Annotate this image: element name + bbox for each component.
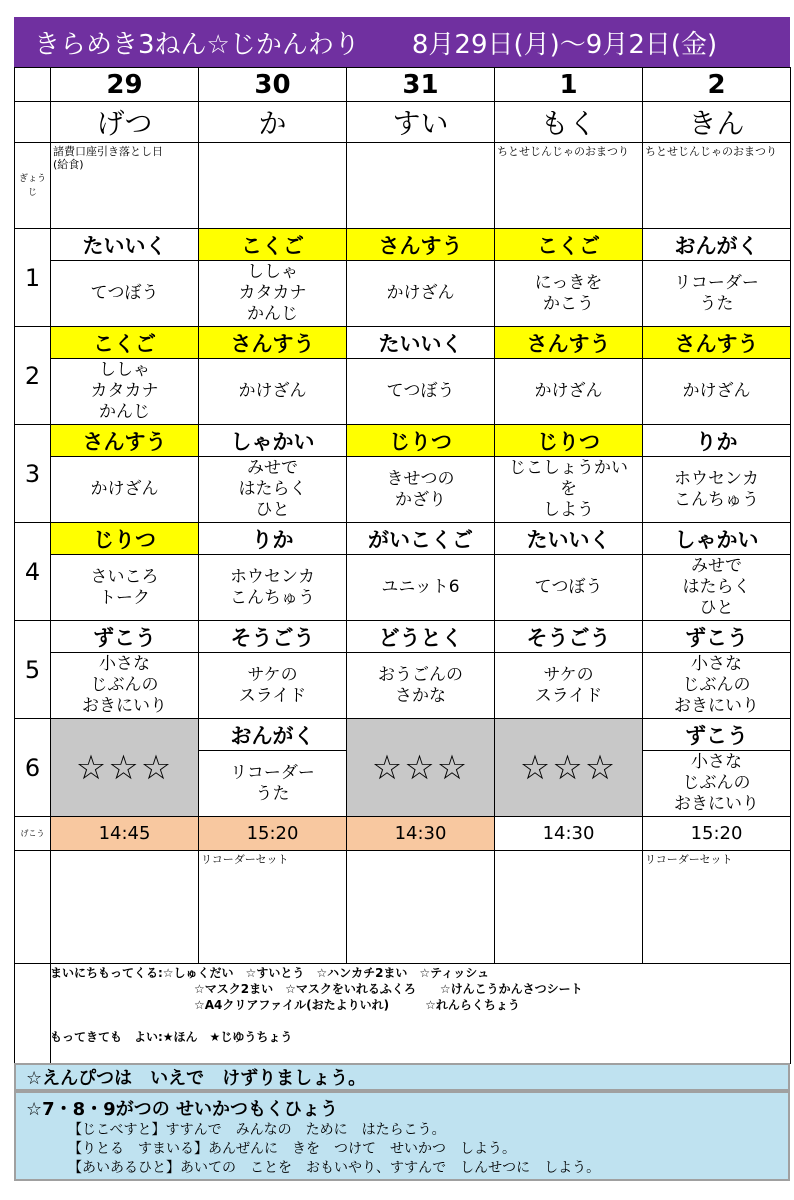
subject-cell: じりつ xyxy=(495,425,643,457)
activity-cell: リコーダー うた xyxy=(199,751,347,817)
activity-cell: にっきを かこう xyxy=(495,261,643,327)
day-date: 31 xyxy=(347,68,495,102)
day-name: きん xyxy=(643,102,791,143)
activity-cell: ホウセンカ こんちゅう xyxy=(643,457,791,523)
items-note: リコーダーセット xyxy=(643,851,791,964)
subject-cell: りか xyxy=(199,523,347,555)
goals-title: ☆7・8・9がつの せいかつもくひょう xyxy=(26,1099,338,1120)
activity-cell: てつぼう xyxy=(347,359,495,425)
items-note xyxy=(51,851,199,964)
period-number: 5 xyxy=(15,621,51,719)
event-note xyxy=(199,143,347,229)
subject-cell: さんすう xyxy=(643,327,791,359)
items-note: リコーダーセット xyxy=(199,851,347,964)
corner-cell xyxy=(15,102,51,143)
subject-cell: そうごう xyxy=(495,621,643,653)
subject-cell: がいこくご xyxy=(347,523,495,555)
subject-cell: じりつ xyxy=(347,425,495,457)
memo-line: ☆A4クリアファイル(おたよりいれ) ☆れんらくちょう xyxy=(50,998,520,1012)
activity-cell: ししゃ カタカナ かんじ xyxy=(199,261,347,327)
event-note: 諸費口座引き落とし日 (給食) xyxy=(51,143,199,229)
dismissal-time: 14:30 xyxy=(347,817,495,851)
event-note xyxy=(347,143,495,229)
goals-banner xyxy=(14,1091,790,1181)
page-header xyxy=(14,17,790,67)
period-number: 3 xyxy=(15,425,51,523)
activity-cell: てつぼう xyxy=(495,555,643,621)
activity-cell: さいころ トーク xyxy=(51,555,199,621)
activity-cell: かけざん xyxy=(51,457,199,523)
activity-cell: ユニット6 xyxy=(347,555,495,621)
subject-cell: こくご xyxy=(199,229,347,261)
subject-cell: じりつ xyxy=(51,523,199,555)
day-name: もく xyxy=(495,102,643,143)
timetable xyxy=(14,67,791,1064)
day-name: げつ xyxy=(51,102,199,143)
belongings-memo xyxy=(50,965,790,1045)
memo-line: ☆マスク2まい ☆マスクをいれるふくろ ☆けんこうかんさつシート xyxy=(50,982,583,996)
day-date: 2 xyxy=(643,68,791,102)
subject-cell: しゃかい xyxy=(199,425,347,457)
subject-cell: さんすう xyxy=(51,425,199,457)
activity-cell: かけざん xyxy=(643,359,791,425)
activity-cell: サケの スライド xyxy=(199,653,347,719)
activity-cell: 小さな じぶんの おきにいり xyxy=(643,751,791,817)
period-number: 6 xyxy=(15,719,51,817)
period-number: 1 xyxy=(15,229,51,327)
activity-cell: じこしょうかい を しよう xyxy=(495,457,643,523)
subject-cell: たいいく xyxy=(347,327,495,359)
subject-cell: どうとく xyxy=(347,621,495,653)
activity-cell: みせで はたらく ひと xyxy=(643,555,791,621)
page-title: きらめき3ねん☆じかんわり xyxy=(34,29,360,60)
activity-cell: きせつの かざり xyxy=(347,457,495,523)
dismissal-time: 15:20 xyxy=(199,817,347,851)
subject-cell: ずこう xyxy=(643,719,791,751)
activity-cell: かけざん xyxy=(495,359,643,425)
subject-cell: そうごう xyxy=(199,621,347,653)
activity-cell: ホウセンカ こんちゅう xyxy=(199,555,347,621)
goal-line: 【りとる すまいる】あんぜんに きを つけて せいかつ しよう。 xyxy=(68,1141,516,1157)
goal-line: 【あいあるひと】あいての ことを おもいやり、すすんで しんせつに しよう。 xyxy=(68,1160,601,1176)
event-note: ちとせじんじゃのおまつり xyxy=(495,143,643,229)
day-date: 1 xyxy=(495,68,643,102)
goal-line: 【じこべすと】すすんで みんなの ために はたらこう。 xyxy=(68,1122,446,1138)
subject-cell: りか xyxy=(643,425,791,457)
activity-cell: おうごんの さかな xyxy=(347,653,495,719)
subject-cell: ずこう xyxy=(643,621,791,653)
events-label: ぎょうじ xyxy=(15,143,51,229)
free-period-stars: ☆☆☆ xyxy=(347,719,495,817)
dismissal-time: 15:20 xyxy=(643,817,791,851)
subject-cell: さんすう xyxy=(347,229,495,261)
day-name: か xyxy=(199,102,347,143)
activity-cell: かけざん xyxy=(199,359,347,425)
activity-cell: リコーダー うた xyxy=(643,261,791,327)
day-name: すい xyxy=(347,102,495,143)
event-note: ちとせじんじゃのおまつり xyxy=(643,143,791,229)
pencil-notice: ☆えんぴつは いえで けずりましょう。 xyxy=(14,1063,790,1091)
activity-cell: てつぼう xyxy=(51,261,199,327)
subject-cell: さんすう xyxy=(495,327,643,359)
items-side-cell xyxy=(15,851,51,964)
subject-cell: たいいく xyxy=(51,229,199,261)
activity-cell: みせで はたらく ひと xyxy=(199,457,347,523)
subject-cell: こくご xyxy=(51,327,199,359)
subject-cell: おんがく xyxy=(199,719,347,751)
memo-line: もってきても よい:★ほん ★じゆうちょう xyxy=(50,1030,293,1044)
subject-cell: ずこう xyxy=(51,621,199,653)
activity-cell: 小さな じぶんの おきにいり xyxy=(51,653,199,719)
period-number: 2 xyxy=(15,327,51,425)
items-note xyxy=(347,851,495,964)
day-date: 30 xyxy=(199,68,347,102)
free-period-stars: ☆☆☆ xyxy=(495,719,643,817)
subject-cell: おんがく xyxy=(643,229,791,261)
subject-cell: さんすう xyxy=(199,327,347,359)
week-range: 8月29日(月)〜9月2日(金) xyxy=(411,29,718,60)
subject-cell: たいいく xyxy=(495,523,643,555)
corner-cell xyxy=(15,68,51,102)
items-note xyxy=(495,851,643,964)
day-date: 29 xyxy=(51,68,199,102)
dismissal-label: げこう xyxy=(15,817,51,851)
memo-line: まいにちもってくる:☆しゅくだい ☆すいとう ☆ハンカチ2まい ☆ティッシュ xyxy=(50,966,489,980)
subject-cell: こくご xyxy=(495,229,643,261)
subject-cell: しゃかい xyxy=(643,523,791,555)
memo-side-cell xyxy=(15,964,51,1064)
activity-cell: 小さな じぶんの おきにいり xyxy=(643,653,791,719)
period-number: 4 xyxy=(15,523,51,621)
dismissal-time: 14:30 xyxy=(495,817,643,851)
activity-cell: ししゃ カタカナ かんじ xyxy=(51,359,199,425)
activity-cell: サケの スライド xyxy=(495,653,643,719)
dismissal-time: 14:45 xyxy=(51,817,199,851)
activity-cell: かけざん xyxy=(347,261,495,327)
free-period-stars: ☆☆☆ xyxy=(51,719,199,817)
